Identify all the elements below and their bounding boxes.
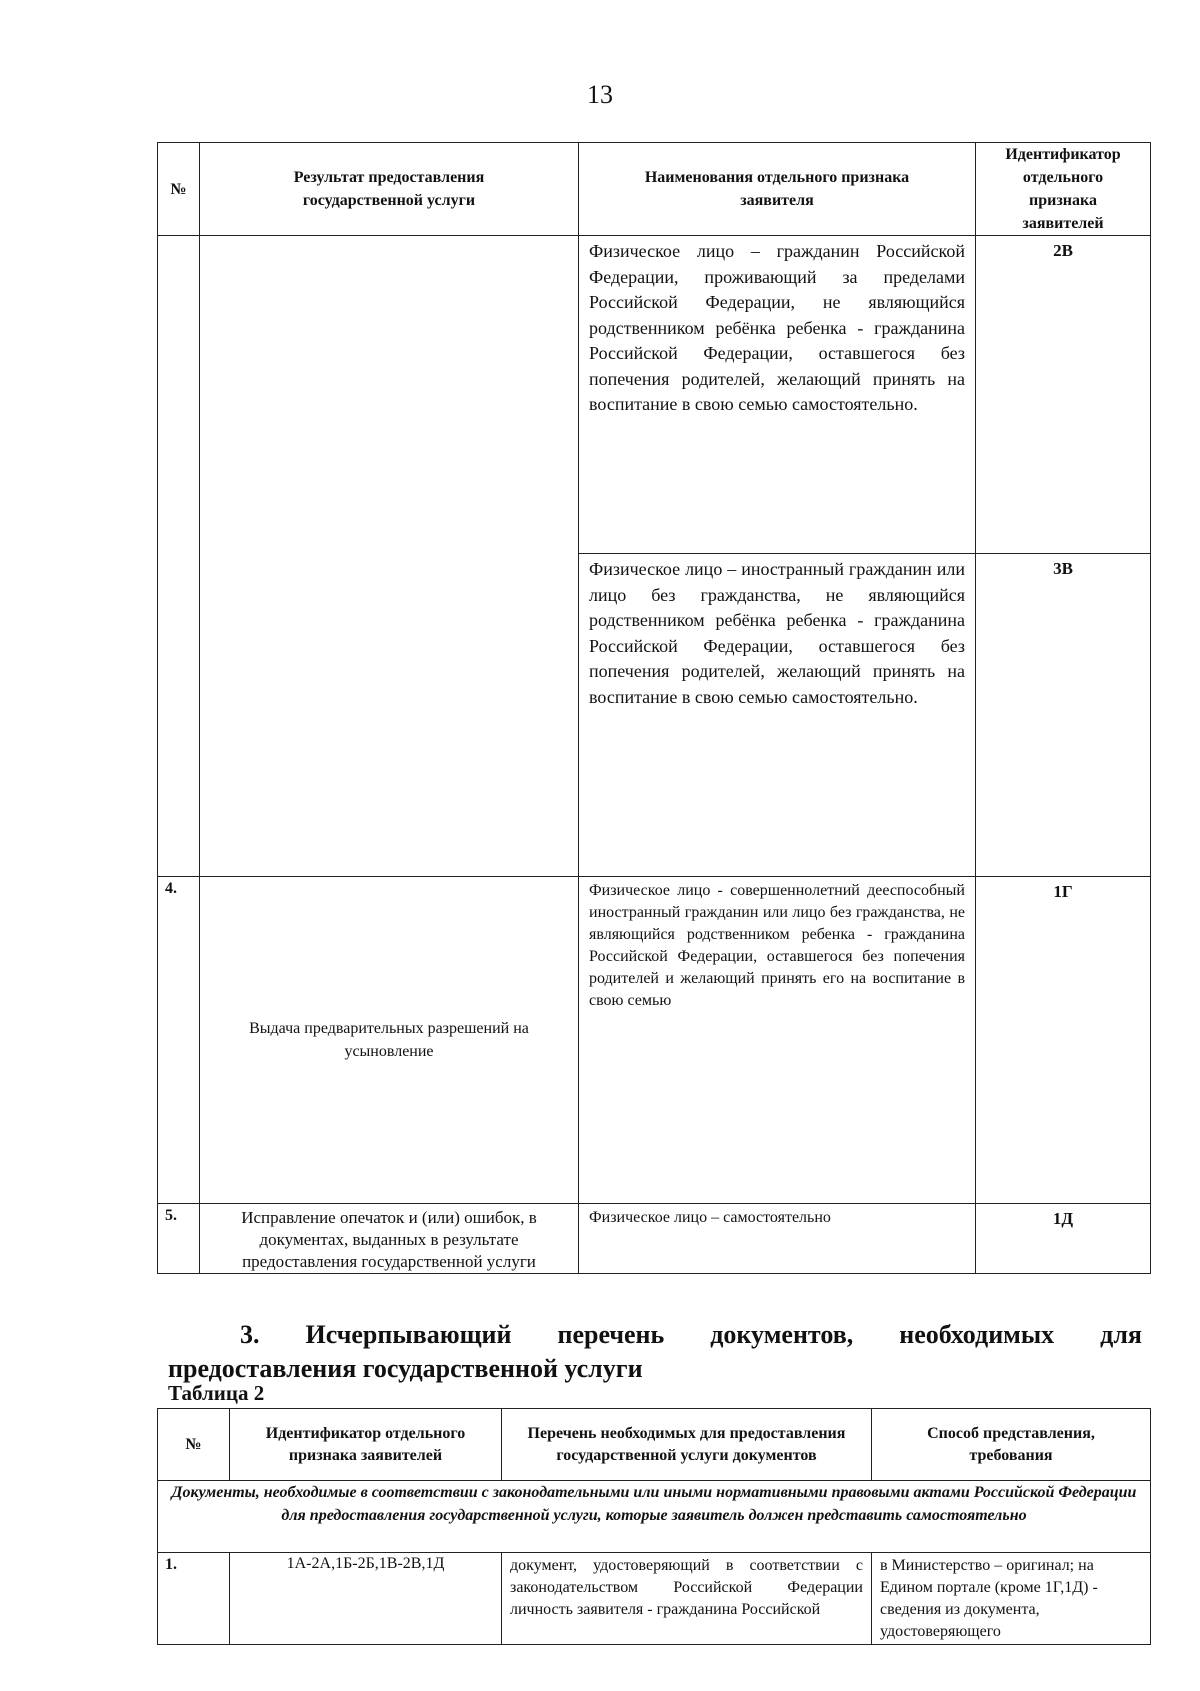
- section-heading-line2: предоставления государственной услуги: [168, 1354, 643, 1383]
- row-identifier-cell: 1Д: [976, 1204, 1151, 1274]
- row-identifier-cell: 1А-2А,1Б-2Б,1В-2В,1Д: [230, 1553, 502, 1645]
- header-result: Результат предоставления государственной услуги: [200, 143, 579, 236]
- header-num: №: [158, 1409, 230, 1481]
- row-num-cell: [158, 236, 200, 877]
- header-identifier: Идентификатор отдельного признака заявителей: [230, 1409, 502, 1481]
- row-applicant-cell: Физическое лицо - совершеннолетний дееспособный иностранный гражданин или лицо без гражданства, не являющийся родственником ребенка - гражданина Российской Федерации, оставшегося без попечения родителей и желающий принять его на воспитание в свою семью: [579, 877, 976, 1204]
- section-number: 3.: [240, 1320, 260, 1349]
- row-num-cell: 4.: [158, 877, 200, 1204]
- section-word: для: [1100, 1320, 1142, 1349]
- row-applicant-cell: Физическое лицо – иностранный гражданин или лицо без гражданства, не являющийся родственником ребёнка ребенка - гражданина Российской Федерации, оставшегося без попечения родителей, желающий принять на воспитание в свою семью самостоятельно.: [579, 554, 976, 877]
- header-identifier: Идентификатор отдельного признака заявителей: [976, 143, 1151, 236]
- header-num: №: [158, 143, 200, 236]
- table-row: [158, 877, 1151, 1204]
- row-applicant-cell: Физическое лицо – самостоятельно: [579, 1204, 976, 1274]
- row-identifier-cell: 3В: [976, 554, 1151, 877]
- table-subheader: Документы, необходимые в соответствии с законодательными или иными нормативными правовыми актами Российской Федерации для предоставления государственной услуги, которые заявитель должен представить самостоятельно: [158, 1481, 1151, 1553]
- section-heading: [168, 1318, 1142, 1386]
- table-caption: Таблица 2: [168, 1381, 265, 1405]
- section-word: необходимых: [899, 1320, 1055, 1349]
- row-result-cell: [200, 236, 579, 877]
- header-submission-method: Способ представления, требования: [872, 1409, 1151, 1481]
- header-applicant-name: Наименования отдельного признака заявителя: [579, 143, 976, 236]
- documents-table: [157, 1408, 1151, 1645]
- table-header-row: [158, 143, 1151, 236]
- row-method-cell: в Министерство – оригинал; на Едином портале (кроме 1Г,1Д) - сведения из документа, удостоверяющего: [872, 1553, 1151, 1645]
- table-row: [158, 236, 1151, 554]
- section-word: документов,: [710, 1320, 854, 1349]
- row-num-cell: 1.: [158, 1553, 230, 1645]
- row-applicant-cell: Физическое лицо – гражданин Российской Федерации, проживающий за пределами Российской Федерации, не являющийся родственником ребёнка ребенка - гражданина Российской Федерации, оставшегося без попечения родителей, желающий принять на воспитание в свою семью самостоятельно.: [579, 236, 976, 554]
- row-identifier-cell: 1Г: [976, 877, 1151, 1204]
- table-row: [158, 1204, 1151, 1274]
- section-word: Исчерпывающий: [305, 1320, 512, 1349]
- header-documents-list: Перечень необходимых для предоставления государственной услуги документов: [502, 1409, 872, 1481]
- page-number: 13: [587, 80, 613, 109]
- row-identifier-cell: 2В: [976, 236, 1151, 554]
- section-word: перечень: [557, 1320, 665, 1349]
- row-documents-cell: документ, удостоверяющий в соответствии с законодательством Российской Федерации личность заявителя - гражданина Российской: [502, 1553, 872, 1645]
- applicant-criteria-table: [157, 142, 1151, 1274]
- row-result-cell: Выдача предварительных разрешений на усыновление: [200, 877, 579, 1204]
- row-result-cell: Исправление опечаток и (или) ошибок, в документах, выданных в результате предоставления государственной услуги: [200, 1204, 579, 1274]
- row-num-cell: 5.: [158, 1204, 200, 1274]
- table-row: [158, 1553, 1151, 1645]
- table-subheader-row: [158, 1481, 1151, 1553]
- table-header-row: [158, 1409, 1151, 1481]
